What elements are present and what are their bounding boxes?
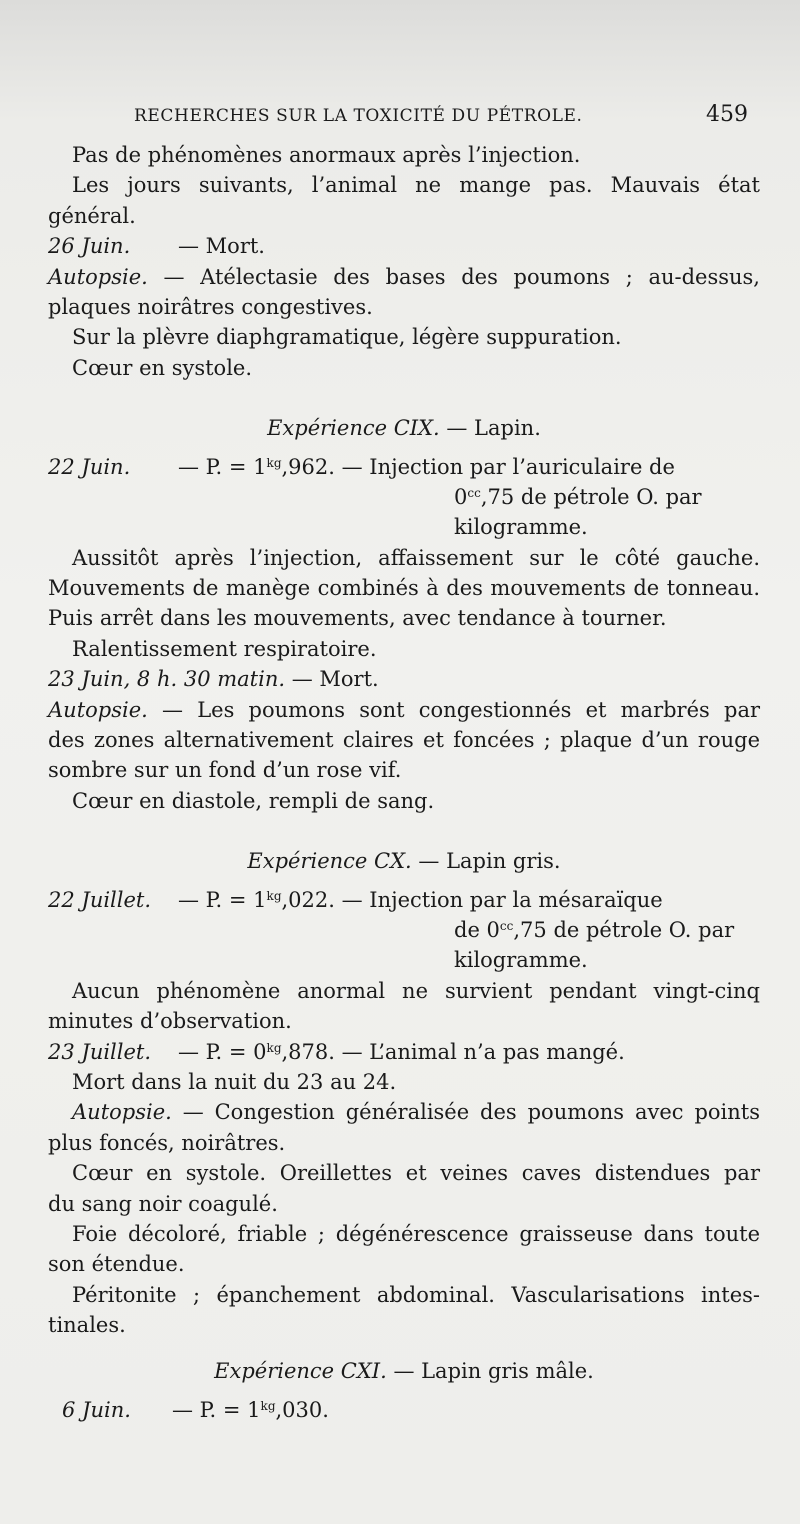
page-number: 459 (706, 102, 748, 127)
text-line: Sur la plèvre diaphgramatique, légère suppuration. (72, 325, 622, 350)
text-line: des zones alternativement claires et foncées ; plaque d’un rouge (48, 728, 760, 753)
entry-date: 23 Juillet. (48, 1039, 152, 1064)
experiment-subject: — Lapin. (439, 416, 541, 441)
text-line: sombre sur un fond d’un rose vif. (48, 758, 402, 783)
text-line: Péritonite ; épanchement abdominal. Vascularisations intes- (72, 1282, 760, 1307)
dated-line (48, 664, 760, 694)
entry-text: — Mort. (285, 667, 379, 692)
text-line: du sang noir coagulé. (48, 1191, 278, 1216)
entry-date: 26 Juin. (48, 234, 131, 259)
dated-line (48, 231, 760, 261)
entry-date: 23 Juin, 8 h. 30 matin. (48, 667, 286, 692)
entry-date: 22 Juillet. (48, 887, 152, 912)
experiment-number: Expérience CX. (247, 849, 412, 874)
experiment-title (48, 413, 760, 443)
entry-date: 22 Juin. (48, 454, 131, 479)
text-line: kilogramme. (454, 948, 588, 973)
text-line: son étendue. (48, 1252, 185, 1277)
experiment-number: Expérience CXI. (214, 1359, 387, 1384)
autopsy-text: — Congestion généralisée des poumons avec points (171, 1100, 760, 1125)
text-line: Mouvements de manège combinés à des mouvements de tonneau. (48, 576, 760, 601)
autopsy-label: Autopsie. (48, 264, 148, 289)
experiment-title (48, 1356, 760, 1386)
text-line: Cœur en diastole, rempli de sang. (72, 788, 435, 813)
entry-text: — Mort. (178, 234, 265, 259)
running-head: RECHERCHES SUR LA TOXICITÉ DU PÉTROLE. (134, 106, 583, 126)
text-line: Cœur en systole. Oreillettes et veines caves distendues par (72, 1161, 760, 1186)
text-line: plus foncés, noirâtres. (48, 1130, 286, 1155)
text-line: minutes d’observation. (48, 1009, 292, 1034)
dated-line: 23 Juillet. — P. = $0^{kg},878$. — L’animal n’a pas mangé. (48, 1037, 760, 1067)
text-line: de $0^{cc},75$ de pétrole O. par (454, 917, 735, 942)
autopsy-text: — Les poumons sont congestionnés et marbrés par (147, 697, 760, 722)
text-line: $0^{cc},75$ de pétrole O. par (454, 484, 702, 509)
page-header (0, 102, 800, 132)
text-line: Foie décoloré, friable ; dégénérescence graisseuse dans toute (72, 1221, 760, 1246)
text-line: Aucun phénomène anormal ne survient pendant vingt-cinq (72, 978, 760, 1003)
dated-line: 6 Juin. — P. = $1^{kg},030$. (48, 1395, 760, 1425)
autopsy-label: Autopsie. (72, 1100, 172, 1125)
experiment-subject: — Lapin gris mâle. (386, 1359, 594, 1384)
dated-line: 22 Juin. — P. = $1^{kg},962$. — Injection par l’auriculaire de (48, 452, 760, 482)
text-line: Les jours suivants, l’animal ne mange pas. Mauvais état (72, 173, 760, 198)
page-body (48, 140, 760, 1425)
text-line: Ralentissement respiratoire. (72, 636, 377, 661)
autopsy-line (48, 695, 760, 725)
autopsy-label: Autopsie. (48, 697, 148, 722)
text-line: Mort dans la nuit du 23 au 24. (72, 1069, 397, 1094)
autopsy-line (48, 1097, 760, 1127)
autopsy-line (48, 262, 760, 292)
text-line: Puis arrêt dans les mouvements, avec tendance à tourner. (48, 606, 667, 631)
experiment-title (48, 846, 760, 876)
entry-date: 6 Juin. (62, 1397, 131, 1422)
text-line: plaques noirâtres congestives. (48, 294, 373, 319)
dated-line: 22 Juillet. — P. = $1^{kg},022$. — Injection par la mésaraïque (48, 885, 760, 915)
text-line: Cœur en systole. (72, 355, 253, 380)
experiment-subject: — Lapin gris. (411, 849, 561, 874)
text-line: Aussitôt après l’injection, affaissement sur le côté gauche. (72, 545, 760, 570)
text-line: général. (48, 203, 136, 228)
text-line: kilogramme. (454, 515, 588, 540)
autopsy-text: — Atélectasie des bases des poumons ; au-dessus, (163, 264, 760, 289)
text-line: tinales. (48, 1313, 126, 1338)
experiment-number: Expérience CIX. (267, 416, 440, 441)
text-line: Pas de phénomènes anormaux après l’injection. (72, 143, 581, 167)
